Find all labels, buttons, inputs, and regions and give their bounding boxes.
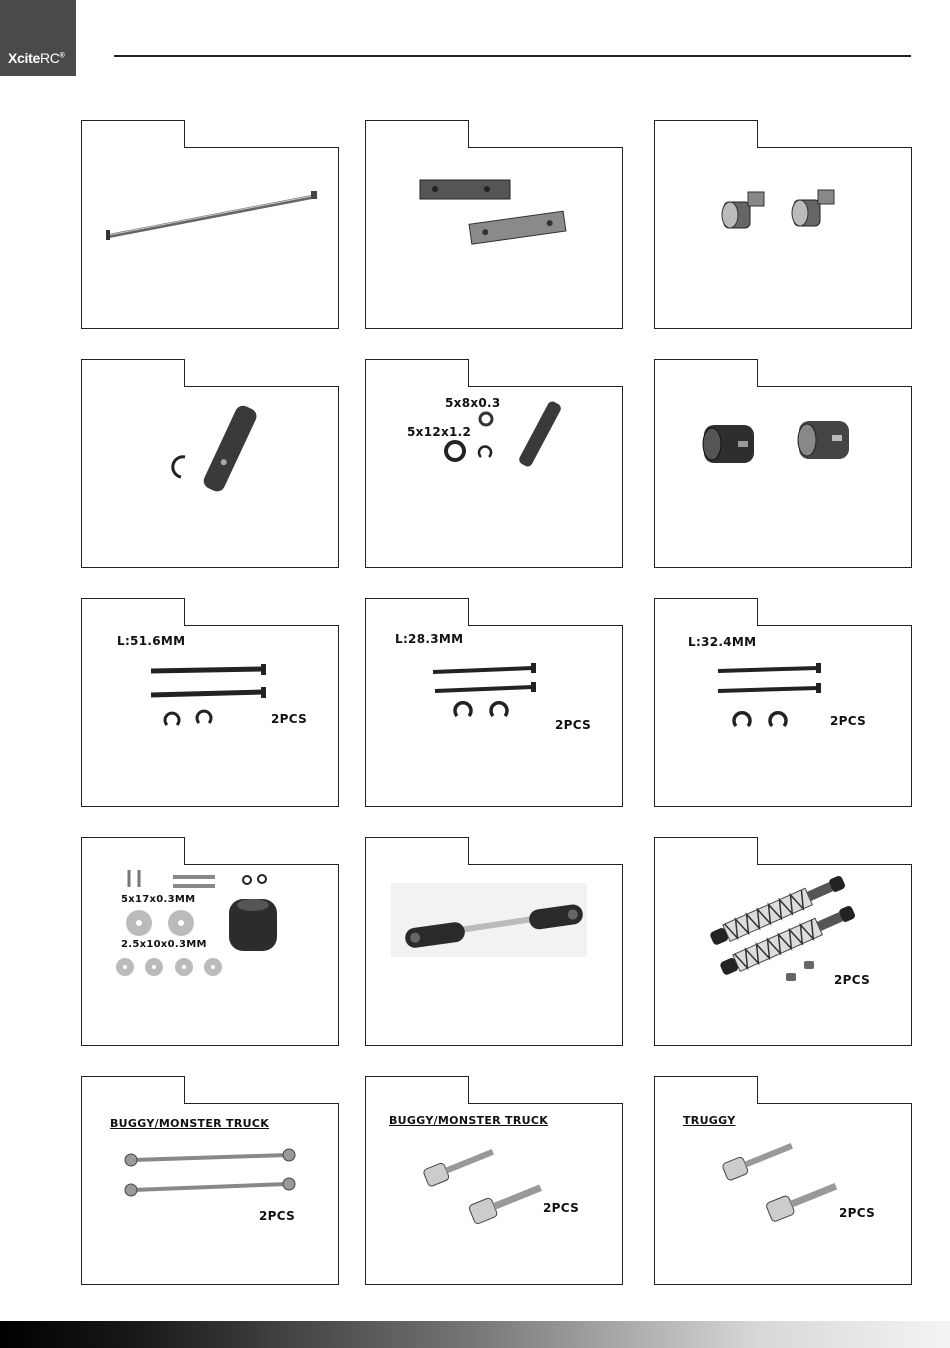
pins-clips-image bbox=[365, 598, 623, 808]
shaft-clip-image bbox=[81, 359, 339, 569]
drive-shaft-image bbox=[81, 120, 339, 330]
quantity-label: 2PCS bbox=[259, 1209, 296, 1223]
shim-label-2: 2.5x10x0.3MM bbox=[121, 939, 207, 950]
length-label: L:51.6MM bbox=[117, 634, 186, 648]
part-card-1 bbox=[81, 120, 339, 330]
wheel-axles-image bbox=[654, 1076, 912, 1286]
joint-cups-image bbox=[654, 120, 912, 330]
brand-text bbox=[8, 50, 64, 66]
washer-label-2: 5x12x1.2 bbox=[407, 425, 472, 439]
part-card-14 bbox=[365, 1076, 623, 1286]
pins-clips-image bbox=[654, 598, 912, 808]
length-label: L:32.4MM bbox=[688, 635, 757, 649]
diff-parts-image bbox=[81, 837, 339, 1047]
shocks-image bbox=[654, 837, 912, 1047]
quantity-label: 2PCS bbox=[830, 714, 867, 728]
part-card-13 bbox=[81, 1076, 339, 1286]
pins-clips-image bbox=[81, 598, 339, 808]
wheel-axles-image bbox=[365, 1076, 623, 1286]
footer-gradient-bar bbox=[0, 1321, 950, 1348]
part-card-15 bbox=[654, 1076, 912, 1286]
part-card-9 bbox=[654, 598, 912, 808]
part-card-3 bbox=[654, 120, 912, 330]
dogbones-image bbox=[81, 1076, 339, 1286]
length-label: L:28.3MM bbox=[395, 632, 464, 646]
brand-mark: ® bbox=[59, 52, 65, 60]
diff-cups-image bbox=[654, 359, 912, 569]
part-card-5 bbox=[365, 359, 623, 569]
part-card-12 bbox=[654, 837, 912, 1047]
quantity-label: 2PCS bbox=[839, 1206, 876, 1220]
washer-label-1: 5x8x0.3 bbox=[445, 396, 501, 410]
part-card-11 bbox=[365, 837, 623, 1047]
vehicle-label: BUGGY/MONSTER TRUCK bbox=[389, 1114, 549, 1127]
part-card-2 bbox=[365, 120, 623, 330]
brand-light: RC bbox=[39, 50, 60, 66]
shaft-washers-image bbox=[365, 359, 623, 569]
part-card-6 bbox=[654, 359, 912, 569]
part-card-7 bbox=[81, 598, 339, 808]
part-card-8 bbox=[365, 598, 623, 808]
part-card-10 bbox=[81, 837, 339, 1047]
quantity-label: 2PCS bbox=[555, 718, 592, 732]
part-card-4 bbox=[81, 359, 339, 569]
header-rule bbox=[114, 55, 911, 57]
plates-image bbox=[365, 120, 623, 330]
quantity-label: 2PCS bbox=[834, 973, 871, 987]
quantity-label: 2PCS bbox=[271, 712, 308, 726]
shim-label-1: 5x17x0.3MM bbox=[121, 894, 196, 905]
vehicle-label: BUGGY/MONSTER TRUCK bbox=[110, 1117, 270, 1130]
brand-bold: Xcite bbox=[8, 50, 40, 66]
vehicle-label: TRUGGY bbox=[683, 1114, 736, 1127]
quantity-label: 2PCS bbox=[543, 1201, 580, 1215]
brand-logo bbox=[0, 0, 76, 76]
turnbuckle-image bbox=[365, 837, 623, 1047]
